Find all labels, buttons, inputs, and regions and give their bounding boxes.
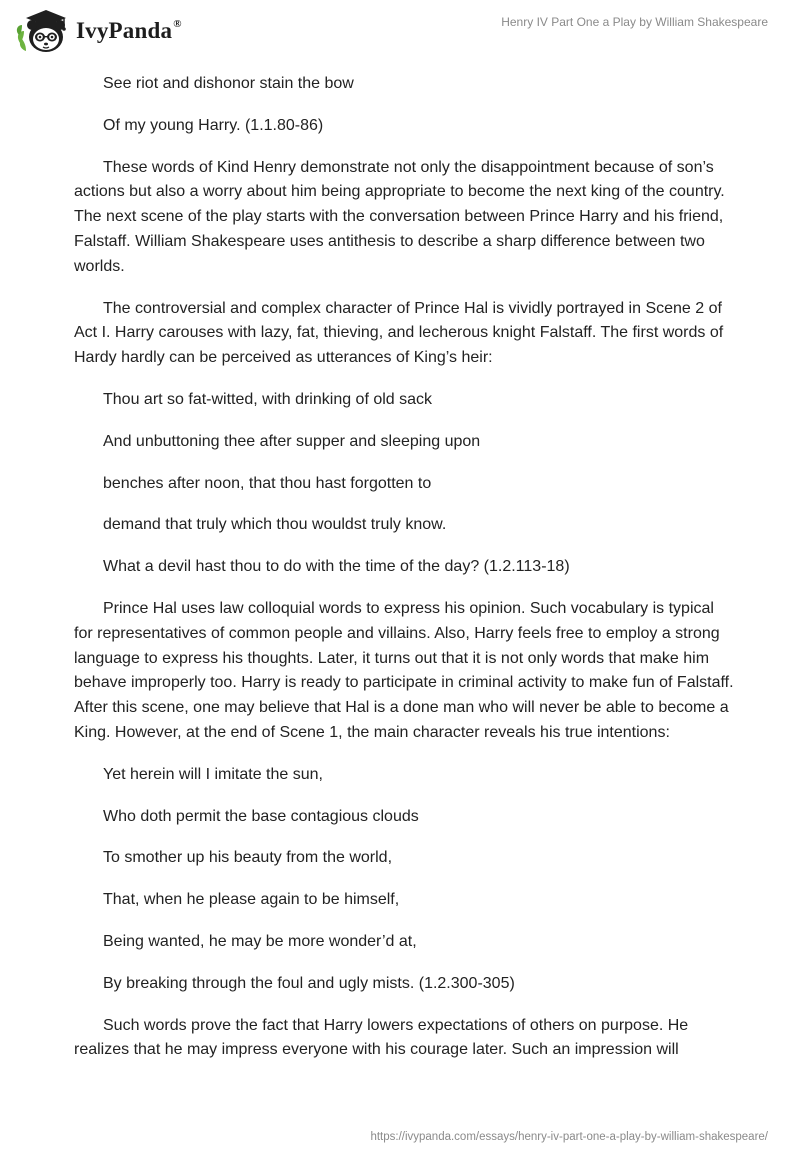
quote-line: demand that truly which thou wouldst truly know. bbox=[103, 516, 447, 534]
quote-line: Who doth permit the base contagious clouds bbox=[103, 807, 419, 825]
quote-line: By breaking through the foul and ugly mists. (1.2.300-305) bbox=[103, 974, 515, 992]
quote-line: And unbuttoning thee after supper and sleeping upon bbox=[103, 432, 481, 450]
quote-line: Thou art so fat-witted, with drinking of old sack bbox=[103, 390, 433, 408]
quote-line: That, when he please again to be himself, bbox=[103, 891, 400, 909]
brand-logo[interactable] bbox=[14, 6, 182, 56]
body-paragraph: The controversial and complex character of Prince Hal is vividly portrayed in Scene 2 of Act I. Harry carouses with lazy, fat, thieving, and lecherous knight Falstaff. The first words of Hardy hardly can be perceived as utterances of King’s heir: bbox=[74, 299, 724, 367]
quote-line: Being wanted, he may be more wonder’d at, bbox=[103, 932, 417, 950]
body-paragraph: These words of Kind Henry demonstrate not only the disappointment because of son’s actions but also a worry about him being appropriate to become the next king of the country. The next scene of the play starts with the conversation between Prince Harry and his friend, Falstaff. William Shakespeare uses antithesis to describe a sharp difference between two worlds. bbox=[74, 158, 725, 275]
body-paragraph: Prince Hal uses law colloquial words to express his opinion. Such vocabulary is typical for representatives of common people and villains. Also, Harry feels free to employ a strong language to express his thoughts. Later, it turns out that it is not only words that make him behave improperly too. Harry is ready to participate in criminal activity to make fun of Falstaff. After this scene, one may believe that Hal is a done man who will never be able to become a King. However, at the end of Scene 1, the main character reveals his true intentions: bbox=[74, 599, 734, 741]
quote-line: benches after noon, that thou hast forgotten to bbox=[103, 474, 432, 492]
essay-body bbox=[74, 72, 734, 1080]
brand-name: IvyPanda® bbox=[76, 18, 182, 43]
quote-line: Yet herein will I imitate the sun, bbox=[103, 765, 323, 783]
quote-line: Of my young Harry. (1.1.80-86) bbox=[103, 116, 324, 134]
registered-mark: ® bbox=[173, 18, 182, 30]
quote-line: What a devil hast thou to do with the time of the day? (1.2.113-18) bbox=[103, 558, 570, 576]
quote-line: To smother up his beauty from the world, bbox=[103, 849, 393, 867]
panda-graduate-icon bbox=[14, 7, 70, 55]
page-header bbox=[0, 0, 800, 60]
body-paragraph: Such words prove the fact that Harry lowers expectations of others on purpose. He realizes that he may impress everyone with his courage later. Such an impression will bbox=[74, 1016, 689, 1059]
quote-line: See riot and dishonor stain the bow bbox=[103, 75, 354, 92]
source-url[interactable]: https://ivypanda.com/essays/henry-iv-part-one-a-play-by-william-shakespeare/ bbox=[370, 1131, 768, 1143]
document-title: Henry IV Part One a Play by William Shakespeare bbox=[501, 15, 768, 29]
